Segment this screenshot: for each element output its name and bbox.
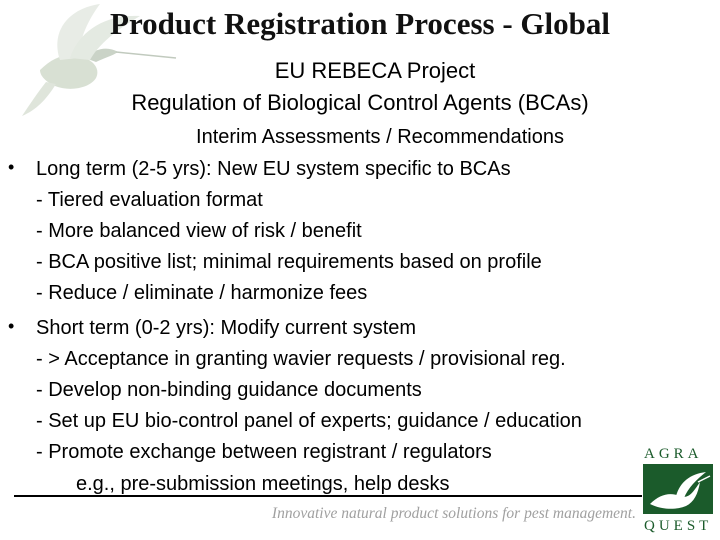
logo-text-top: AGRA	[644, 446, 703, 462]
bullet-long-term: Long term (2-5 yrs): New EU system specific to BCAs	[36, 158, 511, 180]
list-item: - Develop non-binding guidance documents	[36, 379, 422, 401]
footer-tagline: Innovative natural product solutions for pest management.	[271, 505, 636, 522]
subtitle-regulation: Regulation of Biological Control Agents (BCAs)	[131, 90, 589, 115]
footer-divider	[14, 495, 642, 497]
list-item: - Promote exchange between registrant / regulators	[36, 441, 492, 463]
list-item: - Set up EU bio-control panel of experts; guidance / education	[36, 410, 582, 432]
list-item: - BCA positive list; minimal requirements based on profile	[36, 251, 542, 273]
subtitle-project: EU REBECA Project	[274, 58, 476, 83]
list-item: - > Acceptance in granting wavier requests / provisional reg.	[36, 348, 566, 370]
logo-text-bottom: QUEST	[644, 518, 713, 534]
slide-title: Product Registration Process - Global	[110, 6, 610, 41]
bullet-short-term: Short term (0-2 yrs): Modify current system	[36, 317, 417, 339]
subtitle-interim: Interim Assessments / Recommendations	[196, 126, 564, 148]
bullet-marker: •	[8, 316, 15, 336]
list-item-example: e.g., pre-submission meetings, help desks	[76, 473, 450, 495]
list-item: - Tiered evaluation format	[36, 189, 263, 211]
list-item: - More balanced view of risk / benefit	[36, 220, 362, 242]
bullet-marker: •	[8, 157, 15, 177]
agraquest-logo-icon	[640, 442, 716, 536]
list-item: - Reduce / eliminate / harmonize fees	[36, 282, 368, 304]
